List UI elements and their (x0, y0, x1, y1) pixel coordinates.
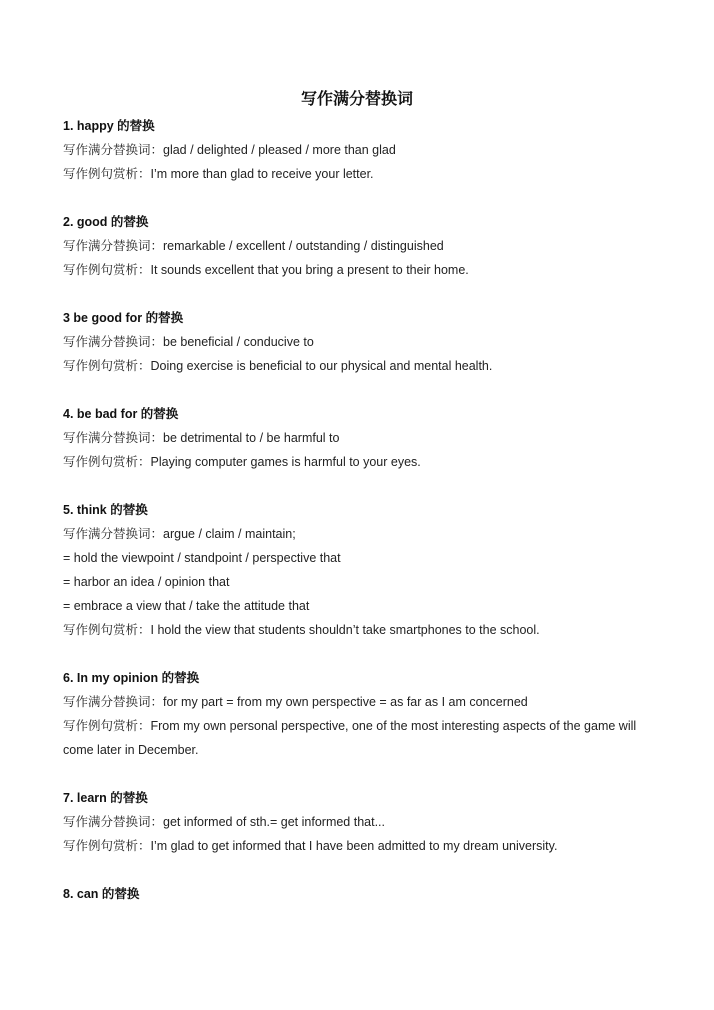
section-heading: 8. can 的替换 (63, 887, 140, 901)
example-sentence-line: 写作例句赏析：Doing exercise is beneficial to our physical and mental health. (63, 359, 493, 373)
page-title: 写作满分替换词 (300, 91, 413, 108)
section-heading: 4. be bad for 的替换 (63, 407, 179, 421)
section-heading: 7. learn 的替换 (63, 791, 148, 805)
section-heading: 2. good 的替换 (63, 215, 149, 229)
replacement-words-line: 写作满分替换词：argue / claim / maintain; (63, 527, 296, 541)
replacement-words-line: 写作满分替换词：remarkable / excellent / outstanding / distinguished (63, 239, 444, 253)
replacement-words-line: 写作满分替换词：glad / delighted / pleased / more than glad (63, 143, 396, 157)
replacement-words-line: 写作满分替换词：for my part = from my own perspective = as far as I am concerned (63, 695, 528, 709)
replacement-words-line: = hold the viewpoint / standpoint / perspective that (63, 551, 341, 565)
section-heading: 1. happy 的替换 (63, 119, 155, 133)
section-heading: 3 be good for 的替换 (63, 311, 184, 325)
example-sentence-line: 写作例句赏析：Playing computer games is harmful to your eyes. (63, 455, 421, 469)
replacement-words-line: 写作满分替换词：be detrimental to / be harmful to (63, 431, 340, 445)
example-sentence-line: 写作例句赏析：It sounds excellent that you bring a present to their home. (63, 263, 469, 277)
example-sentence-line: 写作例句赏析：I’m glad to get informed that I have been admitted to my dream university. (63, 839, 558, 853)
section-heading: 6. In my opinion 的替换 (63, 671, 200, 685)
section-heading: 5. think 的替换 (63, 503, 148, 517)
example-sentence-line: 写作例句赏析：I hold the view that students shouldn’t take smartphones to the school. (63, 623, 540, 637)
replacement-words-line: = harbor an idea / opinion that (63, 575, 230, 589)
example-sentence-line: come later in December. (63, 743, 199, 757)
replacement-words-line: = embrace a view that / take the attitude that (63, 599, 310, 613)
example-sentence-line: 写作例句赏析：From my own personal perspective, one of the most interesting aspects of the game will (63, 719, 637, 733)
example-sentence-line: 写作例句赏析：I’m more than glad to receive your letter. (63, 167, 374, 181)
replacement-words-line: 写作满分替换词：get informed of sth.= get informed that... (63, 815, 385, 829)
replacement-words-line: 写作满分替换词：be beneficial / conducive to (63, 335, 314, 349)
